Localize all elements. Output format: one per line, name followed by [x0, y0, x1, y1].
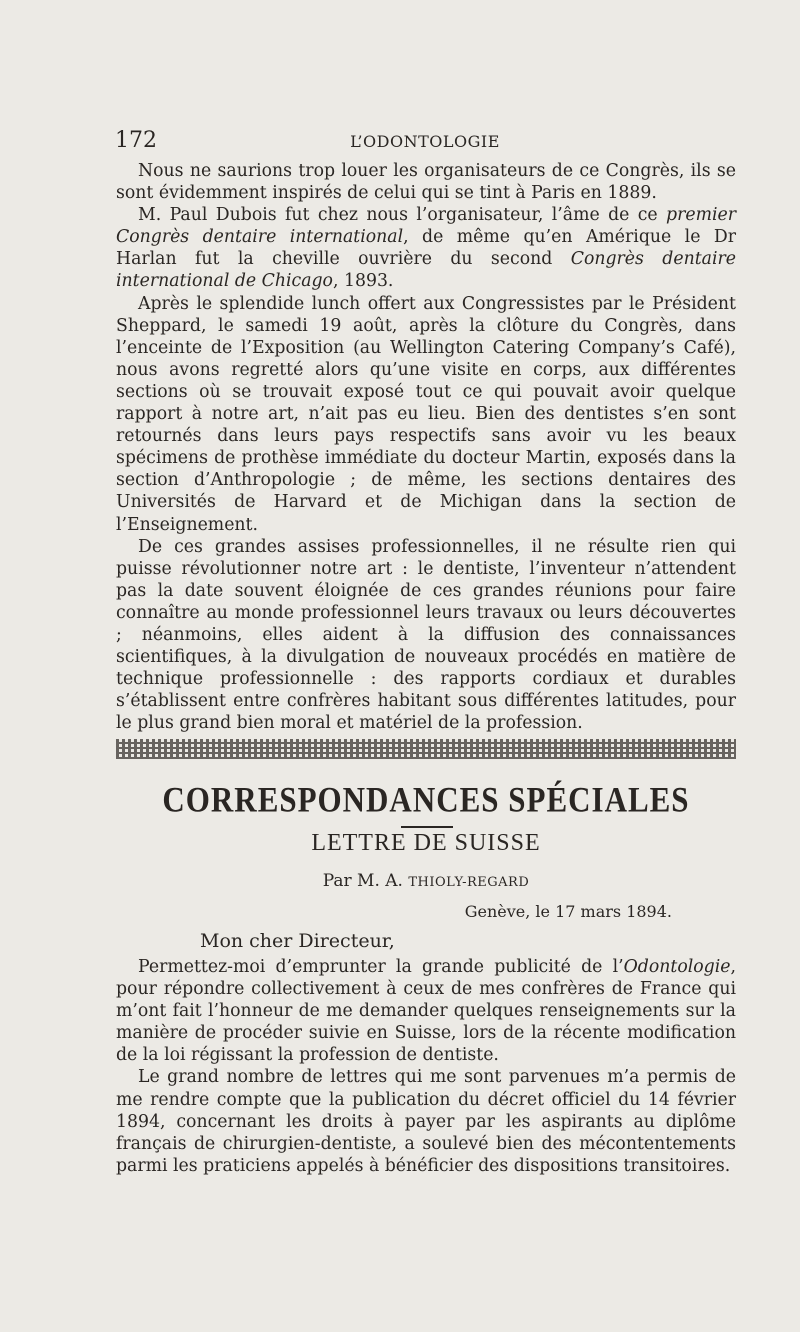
- page-header: [115, 128, 735, 158]
- dateline: Genève, le 17 mars 1894.: [464, 902, 672, 921]
- section-title: CORRESPONDANCES SPÉCIALES: [162, 779, 690, 820]
- paragraph: Permettez-moi d’emprunter la grande publicité de l’Odontologie, pour répondre collectivement à ceux de mes confrères de France qui m’ont fait l’honneur de me demander quelques renseignements sur la manière de procéder suivie en Suisse, lors de la récente modification de la loi régissant la profession de dentiste.: [116, 957, 736, 1066]
- letter-body: [116, 956, 736, 1177]
- article-body: [116, 160, 736, 734]
- divider: [401, 826, 453, 828]
- letter-title: LETTRE DE SUISSE: [311, 830, 541, 856]
- paragraph: Nous ne saurions trop louer les organisateurs de ce Congrès, ils se sont évidemment inspirés de celui qui se tint à Paris en 1889.: [116, 161, 736, 204]
- paragraph: De ces grandes assises professionnelles, il ne résulte rien qui puisse révolutionner notre art : le dentiste, l’inventeur n’attendent pas la date souvent éloignée de ces grandes réunions pour faire connaître au monde professionnel leurs travaux ou leurs découvertes ; néanmoins, elles aident à la diffusion des connaissances scientifiques, à la divulgation de nouveaux procédés en matière de technique professionnelle : des rapports cordiaux et durables s’établissent entre confrères habitant sous différentes latitudes, pour le plus grand bien moral et matériel de la profession.: [116, 536, 736, 734]
- running-title: L’ODONTOLOGIE: [350, 132, 500, 151]
- paragraph: M. Paul Dubois fut chez nous l’organisateur, l’âme de ce premier Congrès dentaire international, de même qu’en Amérique le Dr Harlan fut la cheville ouvrière du second Congrès dentaire international de Chicago, 1893.: [116, 205, 736, 292]
- page-number: 172: [115, 128, 157, 153]
- paragraph: Le grand nombre de lettres qui me sont parvenues m’a permis de me rendre compte que la publication du décret officiel du 14 février 1894, concernant les droits à payer par les aspirants au diplôme français de chirurgien-dentiste, a soulevé bien des mécontentements parmi les praticiens appelés à bénéficier des dispositions transitoires.: [116, 1067, 736, 1176]
- paragraph: Après le splendide lunch offert aux Congressistes par le Président Sheppard, le samedi 19 août, après la clôture du Congrès, dans l’enceinte de l’Exposition (au Wellington Catering Company’s Café), nous avons regretté alors qu’une visite en corps, aux différentes sections où se trouvait exposé tout ce qui pouvait avoir quelque rapport à notre art, n’ait pas eu lieu. Bien des dentistes s’en sont retournés dans leurs pays respectifs sans avoir vu les beaux spécimens de prothèse immédiate du docteur Martin, exposés dans la section d’Anthropologie ; de même, les sections dentaires des Universités de Harvard et de Michigan dans la section de l’Enseignement.: [116, 293, 736, 535]
- decorative-border: [116, 739, 736, 759]
- byline: Par M. A. THIOLY-REGARD: [322, 871, 530, 891]
- salutation: Mon cher Directeur,: [200, 930, 395, 952]
